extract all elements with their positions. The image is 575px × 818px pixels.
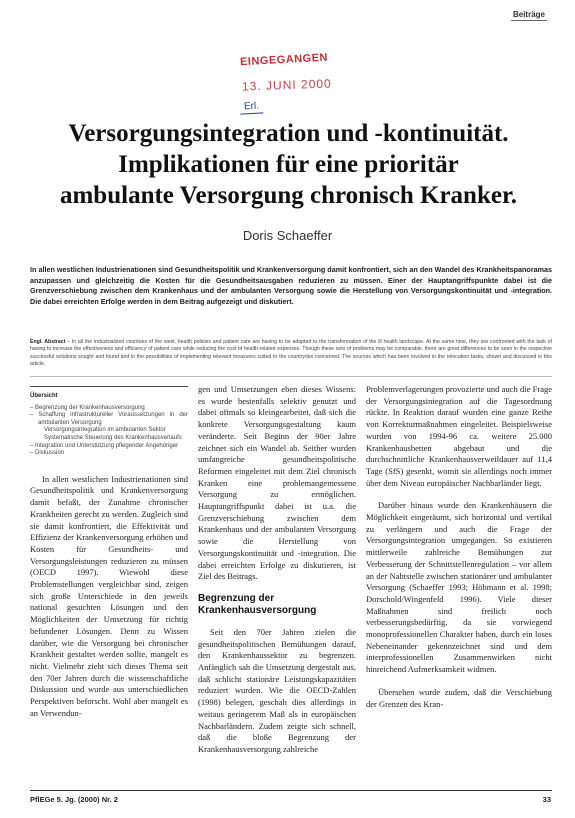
english-abstract-label: Engl. Abstract	[30, 339, 66, 345]
stamp-line-received: EINGEGANGEN	[239, 51, 329, 69]
article-title	[30, 118, 547, 211]
title-line: ambulante Versorgung chronisch Kranker.	[59, 182, 517, 209]
body-paragraph: Seit den 70er Jahren zielen die gesundheitspolitischen Bemühungen darauf, den Krankenhaussektor zu begrenzen. Anfänglich sah die Umsetzung dergestalt aus, daß schlicht stationäre Leistungskapazitäten reduziert wurden. Wie die OECD-Zahlen (1998) belegen, geschah dies allerdings in weitaus geringerem Maß als in europäischen Nachbarländern. Zudem zeigte sich schnell, daß die bloße Begrenzung der Krankenhausversorgung zahlreiche	[198, 626, 356, 754]
toc-list	[30, 405, 188, 458]
toc-item: – Schaffung infrastruktureller Voraussetzungen in der ambulanten Versorgung	[30, 412, 188, 426]
toc-item: – Integration und Unterstützung pflegender Angehöriger	[30, 442, 179, 449]
author-name: Doris Schaeffer	[242, 228, 333, 243]
toc-item: – Begrenzung der Krankenhausversorgung	[30, 404, 145, 411]
received-stamp	[232, 51, 338, 124]
english-abstract	[30, 339, 552, 369]
german-abstract: In allen westlichen Industrienationen sind Gesundheitspolitik und Krankenversorgung damit konfrontiert, sich an den Wandel des Krankheitspanoramas anzupassen und gleichzeitig die Kosten für die Gesundheitsausgaben reduzieren zu müssen. Einer der Hauptangriffspunkte dabei ist die Grenzverschiebung zwischen dem Krankenhaus und der ambulanten Versorgung sowie die Herstellung von Versorgungskontinuität und -integration. Die dabei erreichten Erfolge werden in dem Beitrag aufgezeigt und diskutiert.	[30, 265, 552, 306]
body-paragraph: Übersehen wurde zudem, daß die Verschiebung der Grenzen des Kran-	[366, 686, 552, 709]
toc-subitem: Versorgungsintegration im ambulanten Sektor	[44, 427, 166, 434]
title-line: Implikationen für eine prioritär	[118, 151, 459, 178]
toc-title: Übersicht	[30, 393, 58, 399]
journal-citation: PflEGe 5. Jg. (2000) Nr. 2	[30, 795, 118, 804]
title-line: Versorgungsintegration und -kontinuität.	[68, 120, 509, 147]
divider	[30, 376, 552, 377]
toc-subitem: Systematische Steuerung des Krankenhausverlaufs	[44, 434, 182, 441]
footer-divider	[30, 790, 552, 791]
column-1	[30, 384, 188, 720]
column-2	[198, 384, 356, 756]
section-label: Beiträge	[512, 10, 545, 19]
body-paragraph: In allen westlichen Industrienationen sind Gesundheitspolitik und Krankenversorgung damit befaßt, der Zunahme chronischer Krankheiten gerecht zu werden. Zugleich sind sie damit konfrontiert, die Effektivität und Effizienz der Krankenversorgung erhöhen und Kosten für Gesundheits- und Versorgungsleistungen reduzieren zu müssen (OECD 1997). Wiewohl diese Problemstellungen vergleichbar sind, zeigen sich große Unterschiede in den jeweils national gesuchten Lösungen und den Möglichkeiten der Umsetzung für richtig befundener Lösungen. Denn zu Wissen darüber, wie die Versorgung bei chronischer Krankheit gestaltet werden sollte, mangelt es nicht. Vielmehr zieht sich dieses Thema seit den 70er Jahren durch die wissenschaftliche Diskussion und wurde aus unterschiedlichen Perspektiven beforscht. Wohl aber mangelt es an Verwendun-	[30, 473, 188, 718]
column-3	[366, 384, 552, 710]
body-paragraph: Problemverlagerungen provozierte und auch die Frage der Versorgungsintegration auf die Tagesordnung rückte. In Reaktion darauf wurden eine ganze Reihe von Korrekturmaßnahmen eingeleitet. Beispielsweise wurden von 1994-96 ca. weitere 25.000 Krankenhausbetten abgebaut und die durchschnittliche Krankenhausverweildauer auf 11,4 Tage (SfS) gesenkt, womit sie allerdings noch immer über dem Niveau europäischer Nachbarländer liegt.	[366, 384, 552, 488]
body-paragraph: Darüber hinaus wurde den Krankenhäusern die Möglichkeit eingeräumt, sich horizontal und vertikal zu verlängern und auch die Frage der Versorgungsintegration umgegangen. So existieren mittlerweile zahlreiche Bemühungen zur Verbesserung der Schnittstellenregulation – vor allem an der Nahtstelle zwischen stationärer und ambulanter Versorgung (Schaeffer 1993; Höhmann et al. 1998; Dorschold/Wingenfeld 1996). Viele dieser Maßnahmen sind freilich noch verbesserungsbedürftig, da sie vorwiegend monoprofessionellen Charakter haben, durch ein loses Nebeneinander gekennzeichnet sind und dem interprofessionellen Zusammenwirken nicht hinreichend Aufmerksamkeit widmen.	[366, 500, 552, 675]
section-heading: Begrenzung der Krankenhausversorgung	[198, 592, 317, 616]
toc-item: – Diskussion	[30, 450, 65, 457]
page-number: 33	[542, 795, 551, 804]
table-of-contents	[30, 386, 188, 458]
stamp-line-erl: Erl.	[240, 99, 264, 114]
body-paragraph: gen und Umsetzungen eben dieses Wissens: es wurde bestenfalls selektiv genutzt und dabei oftmals so kleingearbeitet, daß sich die konkrete Versorgungsgestaltung kaum veränderte. Seit Beginn der 90er Jahre zeichnet sich ein Wandel ab. Seither wurden umfangreiche gesundheitspolitische Reformen eingeleitet mit dem Ziel chronisch Kranken eine problemangemessene Versorgung zu ermöglichen. Hauptangriffspunkt dabei ist u.a. die Grenzverschiebung zwischen dem Krankenhaus und der ambulanten Versorgung sowie die Herstellung von Versorgungskontinuität und -integration. Die dabei erreichten Erfolge zu diskutieren, ist Ziel des Beitrags.	[198, 384, 356, 582]
english-abstract-text: – In all the industrialized countries of the west, health policies and patient care are having to be adapted to the transformation of the ill health landscape. At the same time, they are confronted with the task of having to increase the effectiveness and efficiency of patient care while reducing the cost of health-related expenses. Though these sets of problems may be comparable, there are great differences to be seen in the respective successful solutions sought and found and in the possibilities of implementing relevant measures suited to the country/ies concerned. The sources which has been involved in the relocation tasks, shown and discussed in this article.	[30, 339, 552, 368]
stamp-line-date: 13. JUNI 2000	[241, 76, 332, 94]
